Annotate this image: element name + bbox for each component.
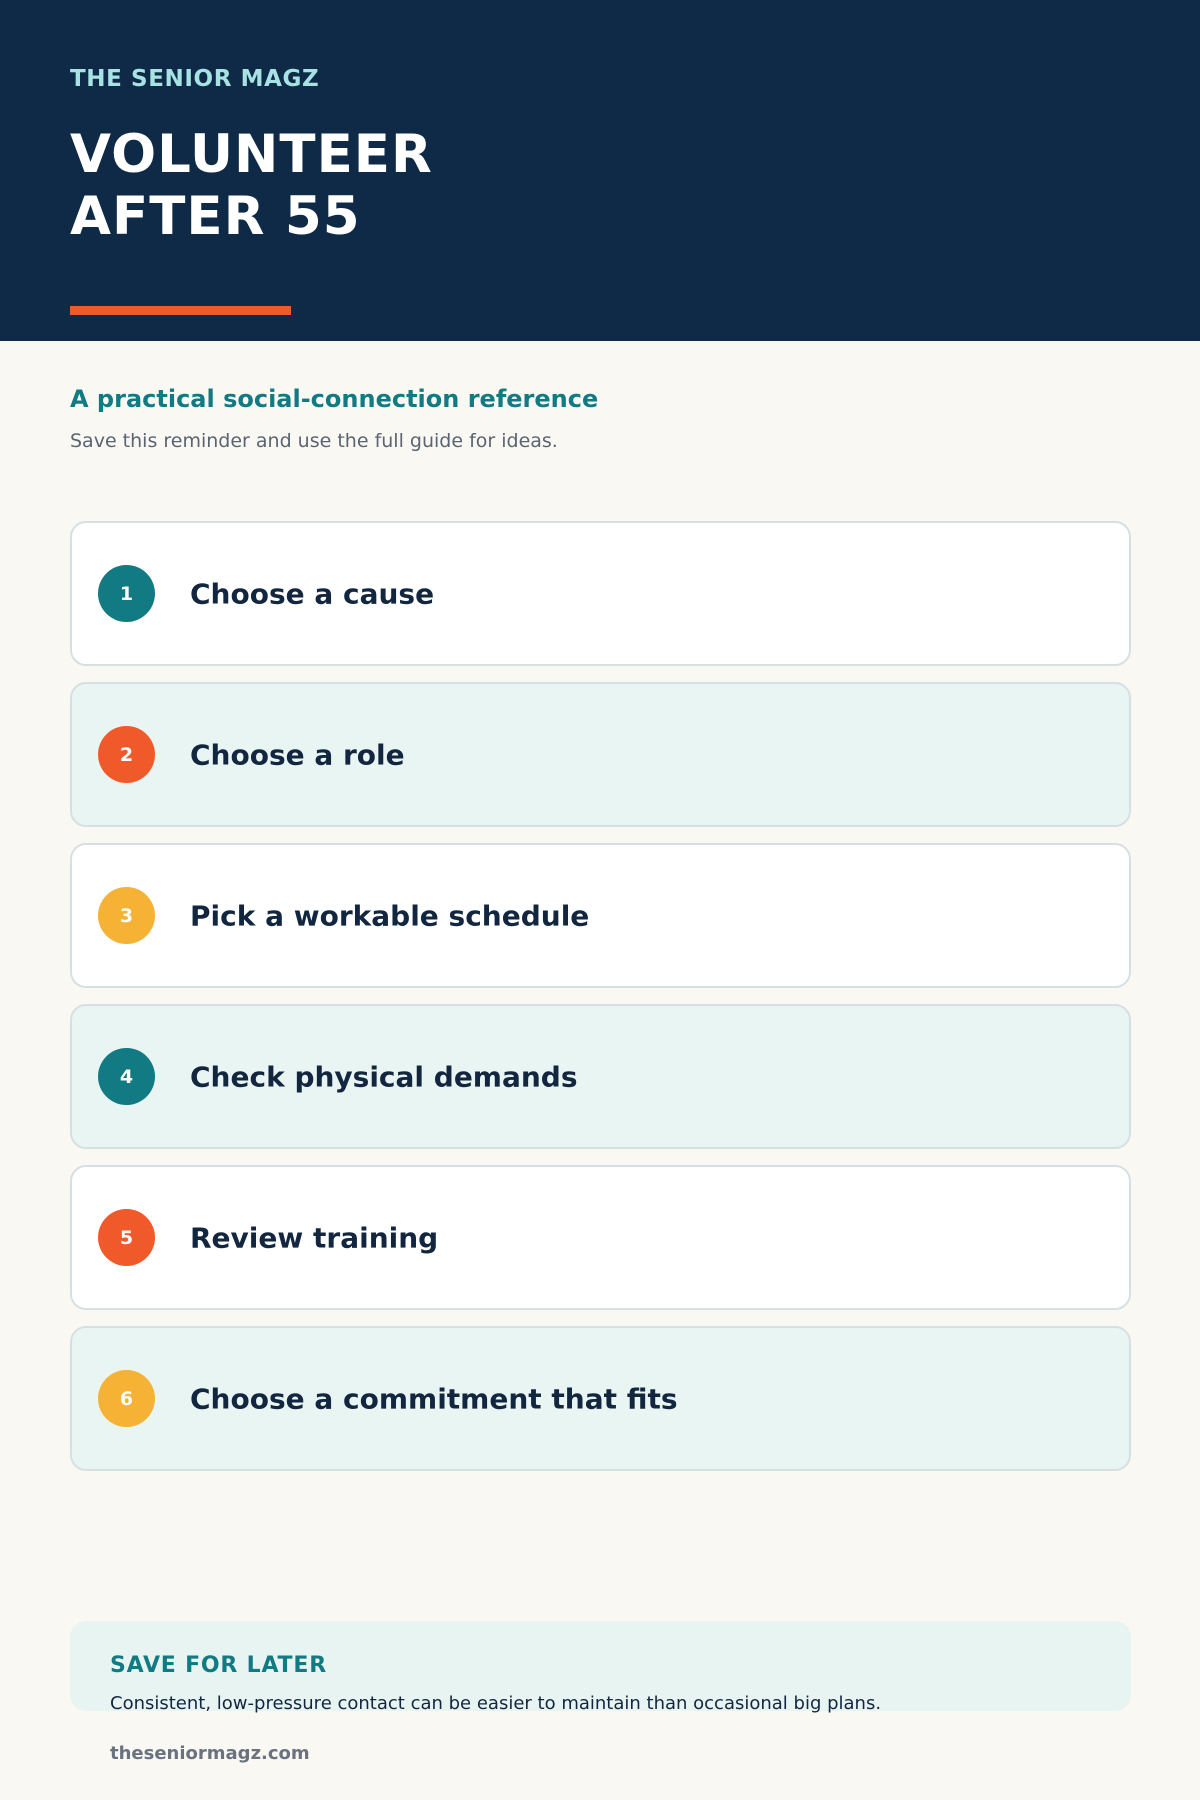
step-label: Review training xyxy=(190,1221,439,1254)
step-card-2 xyxy=(70,682,1131,827)
step-card-3 xyxy=(70,843,1131,988)
step-number-badge: 6 xyxy=(98,1370,155,1427)
step-label: Check physical demands xyxy=(190,1060,578,1093)
hero-header xyxy=(0,0,1200,341)
page-title xyxy=(70,124,433,248)
section-subtitle: A practical social-connection reference xyxy=(70,385,599,413)
footer-url: theseniormagz.com xyxy=(110,1743,310,1764)
save-for-later-text: Consistent, low-pressure contact can be easier to maintain than occasional big plans. xyxy=(110,1693,882,1714)
step-number-badge: 3 xyxy=(98,887,155,944)
step-card-5 xyxy=(70,1165,1131,1310)
step-number-badge: 5 xyxy=(98,1209,155,1266)
title-line-2: AFTER 55 xyxy=(70,186,361,247)
step-number-badge: 2 xyxy=(98,726,155,783)
step-label: Pick a workable schedule xyxy=(190,899,590,932)
steps-list xyxy=(70,521,1131,1487)
step-card-6 xyxy=(70,1326,1131,1471)
step-number-badge: 1 xyxy=(98,565,155,622)
step-label: Choose a role xyxy=(190,738,405,771)
step-card-4 xyxy=(70,1004,1131,1149)
step-label: Choose a cause xyxy=(190,577,435,610)
save-for-later-title: SAVE FOR LATER xyxy=(110,1653,327,1678)
step-card-1 xyxy=(70,521,1131,666)
title-line-1: VOLUNTEER xyxy=(70,124,433,185)
brand-name: THE SENIOR MAGZ xyxy=(70,66,320,92)
step-number-badge: 4 xyxy=(98,1048,155,1105)
section-subtext: Save this reminder and use the full guide for ideas. xyxy=(70,430,558,452)
step-label: Choose a commitment that fits xyxy=(190,1382,678,1415)
accent-bar xyxy=(70,306,291,315)
